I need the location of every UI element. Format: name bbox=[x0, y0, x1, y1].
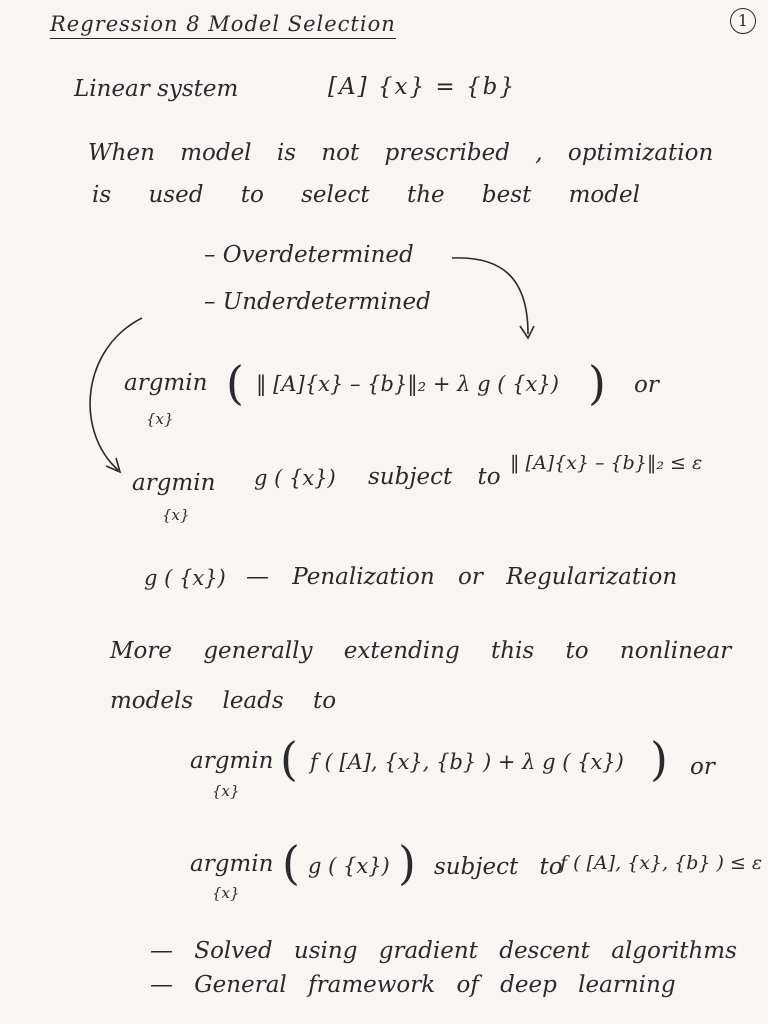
linear-system-equation: [A] {x} = {b} bbox=[328, 74, 516, 100]
formulation-3-suffix: or bbox=[690, 754, 715, 780]
formulation-1-subscript: {x} bbox=[146, 410, 174, 428]
formulation-4-constraint: f ( [A], {x}, {b} ) ≤ ε bbox=[560, 852, 763, 874]
case-underdetermined: – Underdetermined bbox=[204, 289, 431, 315]
formulation-3-open-paren: ( bbox=[280, 732, 298, 786]
formulation-1-open-paren: ( bbox=[226, 356, 244, 410]
penalty-description: — Penalization or Regularization bbox=[246, 564, 678, 590]
formulation-2-constraint: ‖ [A]{x} – {b}‖₂ ≤ ε bbox=[510, 452, 703, 474]
formulation-3-subscript: {x} bbox=[212, 782, 240, 800]
formulation-3-operator: argmin bbox=[190, 748, 274, 774]
page-title: Regression 8 Model Selection bbox=[50, 14, 396, 39]
underdetermined-arrow bbox=[90, 318, 142, 470]
generalization-line-2: models leads to bbox=[110, 688, 337, 714]
note-gradient-descent: — Solved using gradient descent algorithms bbox=[150, 938, 737, 964]
formulation-1-operator: argmin bbox=[124, 370, 208, 396]
linear-system-label: Linear system bbox=[74, 76, 239, 102]
generalization-line-1: More generally extending this to nonlinear bbox=[110, 638, 732, 664]
overdetermined-arrow bbox=[452, 258, 528, 334]
formulation-4-operator: argmin bbox=[190, 851, 274, 877]
penalty-term: g ( {x}) bbox=[144, 566, 226, 590]
page-number-badge: 1 bbox=[730, 8, 756, 34]
formulation-1-close-paren: ) bbox=[588, 356, 606, 410]
case-overdetermined: – Overdetermined bbox=[204, 242, 414, 268]
formulation-1-suffix: or bbox=[634, 372, 659, 398]
intro-line-2: is used to select the best model bbox=[92, 182, 640, 208]
formulation-4-objective: g ( {x}) bbox=[308, 854, 390, 878]
note-deep-learning: — General framework of deep learning bbox=[150, 972, 676, 998]
formulation-3-close-paren: ) bbox=[650, 732, 668, 786]
formulation-2-objective: g ( {x}) bbox=[254, 466, 336, 490]
formulation-2-operator: argmin bbox=[132, 470, 216, 496]
formulation-4-close-paren: ) bbox=[398, 836, 416, 890]
formulation-2-subscript: {x} bbox=[162, 506, 190, 524]
overdetermined-arrowhead bbox=[520, 326, 534, 338]
formulation-1-body: ‖ [A]{x} – {b}‖₂ + λ g ( {x}) bbox=[256, 372, 559, 396]
formulation-2-constraint-label: subject to bbox=[368, 464, 501, 490]
formulation-4-subscript: {x} bbox=[212, 884, 240, 902]
formulation-4-constraint-label: subject to bbox=[434, 854, 563, 880]
formulation-4-open-paren: ( bbox=[282, 836, 300, 890]
intro-line-1: When model is not prescribed , optimization bbox=[88, 140, 714, 166]
formulation-3-body: f ( [A], {x}, {b} ) + λ g ( {x}) bbox=[310, 750, 624, 774]
